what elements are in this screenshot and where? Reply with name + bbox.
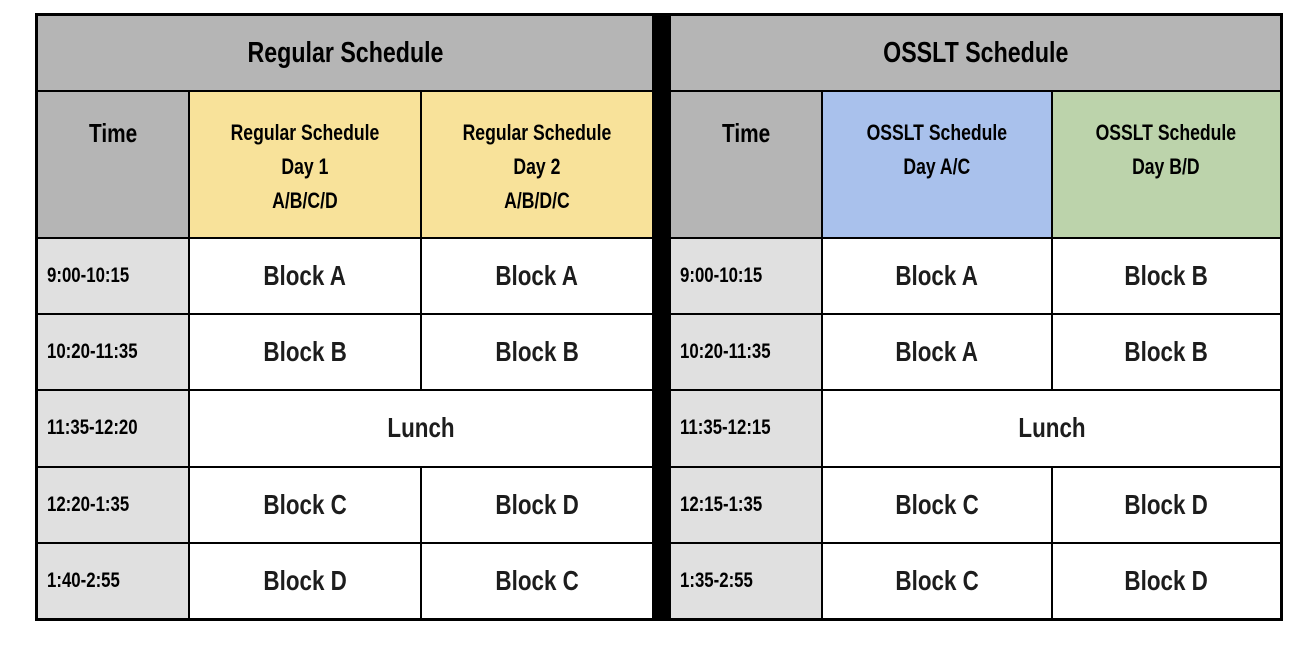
lunch-label: Lunch	[387, 412, 455, 444]
time-label: 10:20-11:35	[47, 340, 138, 364]
block-label: Block A	[495, 260, 579, 292]
schedule-cell	[1053, 239, 1281, 313]
block-label: Block B	[1124, 260, 1208, 292]
block-label: Block B	[1124, 336, 1208, 368]
schedule-comparison	[35, 13, 1283, 621]
table-divider	[655, 13, 668, 621]
time-cell	[671, 544, 821, 618]
schedule-cell	[190, 468, 420, 542]
time-column-header	[671, 92, 821, 237]
time-cell	[671, 239, 821, 313]
schedule-cell	[422, 544, 652, 618]
regular-day2-column-header	[422, 92, 652, 237]
schedule-cell	[422, 315, 652, 389]
column-header-text	[1096, 116, 1237, 184]
time-cell	[38, 391, 188, 465]
block-label: Block C	[495, 564, 579, 596]
schedule-cell	[190, 544, 420, 618]
osslt-day-bd-column-header	[1053, 92, 1281, 237]
lunch-cell	[190, 391, 652, 465]
header-line: Day B/D	[1132, 154, 1200, 179]
time-label: 11:35-12:20	[47, 416, 138, 440]
column-header-text	[231, 116, 380, 218]
header-line: OSSLT Schedule	[1096, 120, 1237, 145]
table-title: OSSLT Schedule	[882, 36, 1069, 69]
schedule-cell	[823, 468, 1051, 542]
osslt-day-ac-column-header	[823, 92, 1051, 237]
time-cell	[38, 315, 188, 389]
osslt-schedule-table	[668, 13, 1283, 621]
time-column-header	[38, 92, 188, 237]
regular-schedule-title-cell	[38, 16, 652, 90]
block-label: Block D	[1124, 564, 1208, 596]
schedule-cell	[422, 468, 652, 542]
lunch-label: Lunch	[1017, 412, 1086, 444]
time-cell	[671, 391, 821, 465]
regular-schedule-table	[35, 13, 655, 621]
schedule-cell	[1053, 315, 1281, 389]
block-label: Block A	[263, 260, 347, 292]
block-label: Block C	[895, 564, 979, 596]
schedule-cell	[422, 239, 652, 313]
time-label: 9:00-10:15	[47, 264, 130, 288]
time-cell	[38, 544, 188, 618]
time-cell	[38, 239, 188, 313]
time-label: 12:15-1:35	[680, 492, 763, 516]
header-line: Day 2	[513, 154, 561, 179]
schedule-cell	[190, 315, 420, 389]
time-cell	[671, 468, 821, 542]
table-title: Regular Schedule	[247, 36, 443, 69]
time-cell	[671, 315, 821, 389]
schedule-cell	[823, 315, 1051, 389]
time-label: 1:35-2:55	[680, 568, 753, 592]
block-label: Block A	[895, 336, 979, 368]
block-label: Block C	[895, 488, 979, 520]
time-label: 11:35-12:15	[680, 416, 771, 440]
block-label: Block B	[495, 336, 579, 368]
time-label: 9:00-10:15	[680, 264, 763, 288]
time-header-label: Time	[88, 118, 138, 148]
time-label: 1:40-2:55	[47, 568, 120, 592]
schedule-cell	[1053, 544, 1281, 618]
schedule-cell	[823, 544, 1051, 618]
schedule-cell	[823, 239, 1051, 313]
header-line: A/B/D/C	[504, 188, 570, 213]
time-cell	[38, 468, 188, 542]
lunch-cell	[823, 391, 1280, 465]
time-header-label: Time	[721, 118, 771, 148]
block-label: Block D	[263, 564, 347, 596]
column-header-text	[867, 116, 1008, 184]
block-label: Block A	[895, 260, 979, 292]
header-line: Regular Schedule	[230, 120, 380, 145]
block-label: Block D	[1124, 488, 1208, 520]
schedule-cell	[1053, 468, 1281, 542]
header-line: Day 1	[281, 154, 329, 179]
osslt-schedule-title-cell	[671, 16, 1280, 90]
header-line: Day A/C	[903, 154, 971, 179]
block-label: Block D	[495, 488, 579, 520]
time-label: 10:20-11:35	[680, 340, 771, 364]
schedule-cell	[190, 239, 420, 313]
header-line: OSSLT Schedule	[866, 120, 1007, 145]
block-label: Block C	[263, 488, 347, 520]
regular-day1-column-header	[190, 92, 420, 237]
header-line: Regular Schedule	[462, 120, 612, 145]
header-line: A/B/C/D	[272, 188, 338, 213]
column-header-text	[463, 116, 612, 218]
time-label: 12:20-1:35	[47, 492, 130, 516]
block-label: Block B	[263, 336, 347, 368]
